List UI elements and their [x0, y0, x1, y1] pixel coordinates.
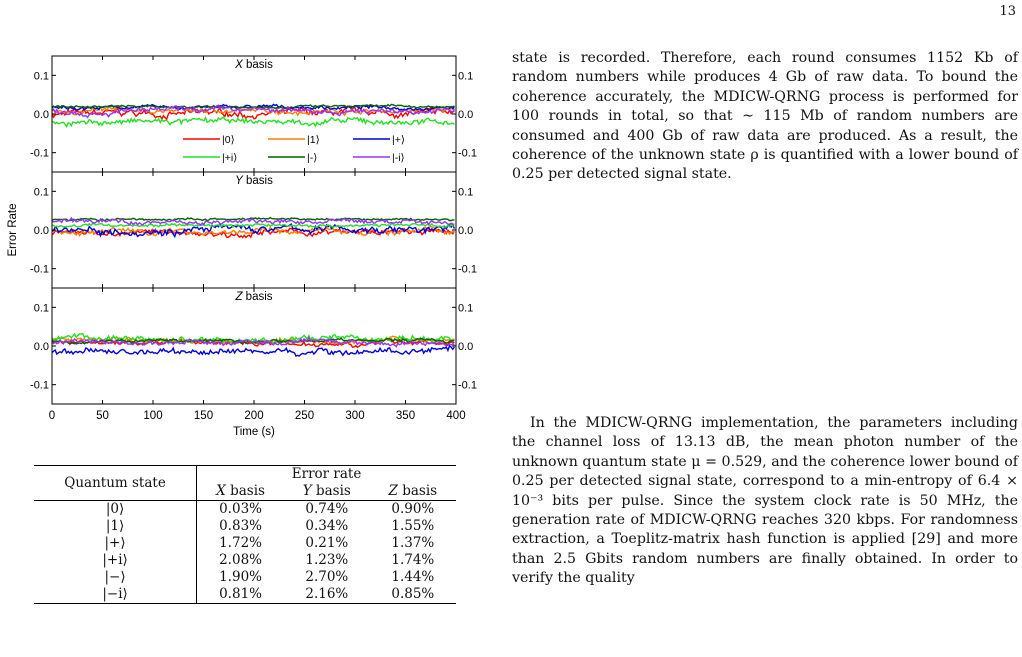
legend-label: |+i⟩: [222, 152, 238, 164]
y-tick-label: 0.0: [33, 341, 49, 353]
table-cell: 0.81%: [197, 586, 284, 604]
legend-label: |0⟩: [222, 134, 235, 146]
y-tick-label: 0.1: [458, 302, 474, 315]
x-tick-label: 300: [345, 410, 365, 422]
panel-title: X basis: [235, 59, 273, 71]
table-cell-state: |1⟩: [34, 518, 197, 535]
series-line: [52, 346, 454, 356]
legend-label: |-⟩: [307, 152, 318, 164]
table-cell: 2.70%: [305, 569, 349, 585]
x-tick-label: 400: [446, 410, 466, 422]
table-row: [34, 518, 456, 535]
y-axis-label: Error Rate: [7, 203, 19, 257]
table-cell: 0.34%: [305, 518, 349, 534]
table-cell: 1.72%: [219, 535, 262, 551]
y-tick-label: -0.1: [30, 263, 49, 276]
x-tick-label: 50: [96, 410, 109, 422]
body-paragraph: state is recorded. Therefore, each round consumes 1152 Kb of random numbers while produces 4 Gb of raw data. To bound the coherence accurately, the MDICW-QRNG process is performed for 100 rounds in total, so that ∼ 115 Mb of random numbers are consumed and 400 Gb of raw data are produced. As a result, the coherence of the unknown state ρ is quantified with a lower bound of 0.25 per detected signal state.: [512, 50, 1018, 183]
y-tick-label: -0.1: [30, 379, 49, 392]
table-row: [34, 569, 456, 586]
y-tick-label: -0.1: [458, 147, 477, 160]
x-tick-label: 250: [294, 410, 315, 422]
x-tick-label: 200: [244, 410, 264, 422]
table-cell: 1.37%: [391, 535, 435, 551]
y-tick-label: 0.0: [458, 341, 474, 353]
table-cell: 0.74%: [305, 501, 349, 517]
y-tick-label: -0.1: [458, 379, 477, 392]
page-number: 13: [999, 4, 1016, 19]
legend-label: |-i⟩: [392, 152, 405, 164]
legend-label: |+⟩: [392, 134, 405, 146]
table-cell: 2.08%: [219, 552, 262, 568]
table-cell: 0.21%: [305, 535, 349, 551]
table-header-basis: Z basis: [370, 483, 456, 501]
y-tick-label: 0.1: [33, 302, 49, 315]
table-row: [34, 586, 456, 604]
table-cell: 1.74%: [391, 552, 435, 568]
table-row: [34, 552, 456, 569]
x-axis-label: Time (s): [233, 426, 275, 438]
table-cell-state: |−i⟩: [34, 586, 197, 604]
legend-label: |1⟩: [307, 134, 320, 146]
table-header-state: Quantum state: [34, 466, 197, 501]
table-cell: 0.85%: [370, 586, 456, 604]
table-cell: 2.16%: [284, 586, 370, 604]
error-rate-figure: [0, 40, 480, 445]
panel-title: Y basis: [235, 175, 273, 187]
x-tick-label: 100: [143, 410, 163, 422]
table-cell-state: |0⟩: [34, 501, 197, 519]
y-tick-label: 0.1: [458, 70, 474, 83]
table-cell: 1.90%: [219, 569, 262, 585]
y-tick-label: 0.1: [33, 186, 49, 199]
table-row: [34, 535, 456, 552]
table-header-basis: Y basis: [284, 483, 370, 501]
table-cell: 1.55%: [391, 518, 435, 534]
error-rate-table: [34, 465, 456, 604]
x-tick-label: 150: [193, 410, 214, 422]
table-cell-state: |−⟩: [34, 569, 197, 586]
y-tick-label: 0.0: [33, 225, 49, 237]
table-cell: 1.23%: [305, 552, 349, 568]
table-cell: 0.83%: [219, 518, 262, 534]
table-cell-state: |+i⟩: [34, 552, 197, 569]
y-tick-label: 0.0: [458, 109, 474, 121]
y-tick-label: 0.1: [458, 186, 474, 199]
table-cell-state: |+⟩: [34, 535, 197, 552]
panel-title: Z basis: [235, 291, 273, 303]
table-cell: 1.44%: [391, 569, 435, 585]
table-cell: 0.90%: [391, 501, 435, 517]
x-tick-label: 350: [395, 410, 416, 422]
body-paragraph: In the MDICW-QRNG implementation, the parameters including the channel loss of 13.13 dB, the mean photon number of the unknown quantum state μ = 0.529, and the coherence lower bound of 0.25 per detected signal state, correspond to a min-entropy of 6.4 × 10⁻³ bits per pulse. Since the system clock rate is 50 MHz, the generation rate of MDICW-QRNG reaches 320 kbps. For randomness extraction, a Toeplitz-matrix hash function is applied [29] and more than 2.5 Gbits random numbers are finally obtained. In order to verify the quality: [512, 415, 1018, 587]
y-tick-label: 0.0: [458, 225, 474, 237]
y-tick-label: 0.0: [33, 109, 49, 121]
table-header-basis: X basis: [197, 483, 284, 501]
y-tick-label: -0.1: [458, 263, 477, 276]
table-cell: 0.03%: [219, 501, 262, 517]
table-row: [34, 501, 456, 519]
y-tick-label: -0.1: [30, 147, 49, 160]
x-tick-label: 0: [48, 410, 56, 422]
table-header-error-rate: Error rate: [197, 466, 456, 484]
y-tick-label: 0.1: [33, 70, 49, 83]
series-line: [52, 224, 454, 228]
